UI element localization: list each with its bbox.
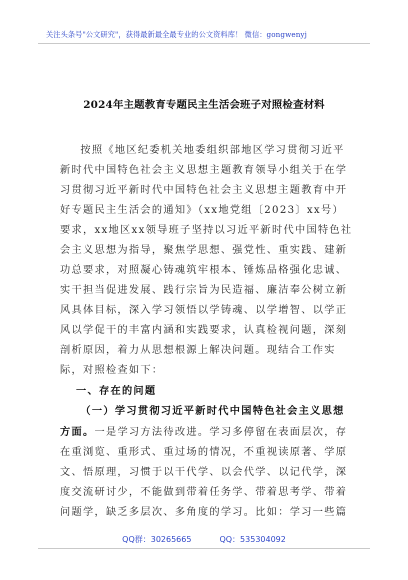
- document-title: 2024年主题教育专题民主生活会班子对照检查材料: [83, 99, 325, 111]
- subsection-paragraph: [60, 401, 355, 523]
- page-header: [0, 0, 408, 50]
- intro-paragraph: 按照《地区纪委机关地委组织部地区学习贯彻习近平新时代中国特色社会主义思想主题教育领导小组关于在学习贯彻习近平新时代中国特色社会主义思想主题教育中开好专题民主生活会的通知》（xx地党组〔2023〕xx号）要求，xx地区xx领导班子坚持以习近平新时代中国特色社会主义思想为指导，聚焦学思想、强党性、重实践、建新功总要求，对照凝心铸魂筑牢根本、锤炼品格强化忠诚、实干担当促进发展、践行宗旨为民造福、廉洁奉公树立新风具体目标，深入学习领悟以学铸魂、以学增智、以学正风以学促干的丰富内涵和实践要求，认真检视问题，深刻剖析原因，着力从思想根源上解决问题。现结合工作实际，对照检查如下：: [60, 145, 353, 376]
- promo-header-text: 关注头条号"公文研究"，获得最新最全最专业的公文资料库！ 微信：gongwenyj: [46, 30, 307, 39]
- subsection-heading: （一）学习贯彻习近平新时代中国特色社会主义思想方面。: [60, 405, 345, 438]
- subsection-text: 一是学习方法待改进。学习多停留在表面层次，存在重浏览、重形式、重过场的情况，不重视读原著、学原文、悟原理，习惯于以干代学、以会代学、以记代学，深度交流研讨少，不能做到带着任务学、带着思考学、带着问题学，缺乏多层次、多角度的学习。比如：学习一些篇: [60, 427, 348, 518]
- document-body: [60, 141, 355, 523]
- footer-divider: [38, 548, 370, 549]
- page-footer: [0, 534, 408, 546]
- footer-qq-group: QQ群：30265665: [122, 535, 192, 544]
- footer-qq: QQ：535304092: [219, 535, 286, 544]
- section-heading-problems: 一、存在的问题: [76, 385, 157, 397]
- header-divider: [38, 43, 370, 44]
